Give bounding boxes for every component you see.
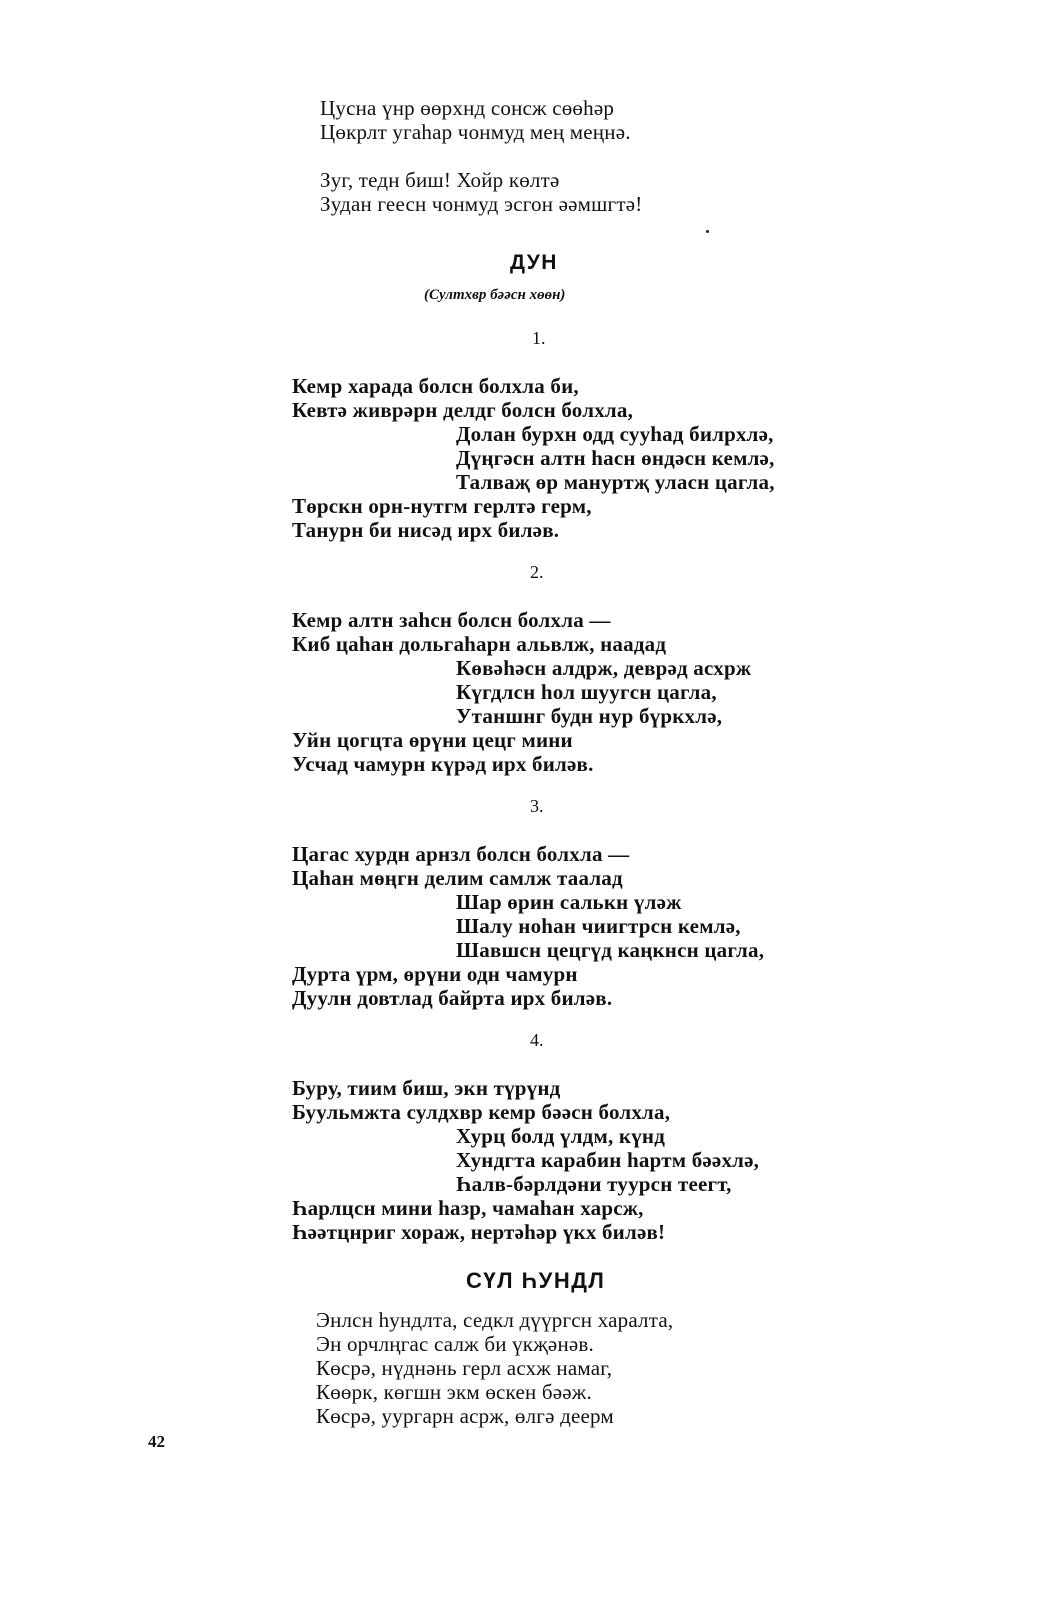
poem-subtitle: (Султхвр бәәсн хөөн) (424, 287, 566, 303)
stanza-number: 3. (530, 796, 544, 816)
verse-line: Көөрк, көгшн экм өскен бәәж. (316, 1380, 592, 1404)
ink-dot (706, 230, 709, 233)
verse-line: Танурн би нисәд ирх билəв. (292, 518, 560, 542)
verse-line: Кевтә живрәрн делдг болсн болхла, (292, 398, 634, 422)
verse-line: Шалу ноһан чиигтрсн кемлә, (456, 914, 741, 938)
verse-line: Көсрә, уургарн асрж, өлгә деерм (316, 1404, 614, 1428)
verse-line: Долан бурхн одд сууһад билрхлә, (456, 422, 774, 446)
verse-line: Киб цаһан дольгаһарн альвлж, наадад (292, 632, 667, 656)
verse-line: Буульмжта сулдхвр кемр бәәсн болхла, (292, 1100, 671, 1124)
poem-title: СҮЛ ҺУНДЛ (466, 1268, 606, 1293)
verse-line: Шар өрин салькн үләж (456, 890, 682, 914)
verse-line: Көвәһәсн алдрж, деврәд асхрж (456, 656, 752, 680)
page-number: 42 (148, 1432, 165, 1451)
verse-line: Дурта үрм, өрүни одн чамурн (292, 962, 578, 986)
stanza-number: 1. (532, 328, 546, 348)
verse-line: Хундгта карабин һартм бәәхлә, (456, 1148, 760, 1172)
verse-line: Көсрә, нүднәнь герл асхж намаг, (316, 1356, 613, 1380)
verse-line: Төрскн орн-нутгм герлтә герм, (292, 494, 592, 518)
verse-line: Утаншнг будн нур бүркхлә, (456, 704, 723, 728)
stanza-number: 4. (530, 1030, 544, 1050)
intro-line-2: Цөкрлт угаһар чонмуд мең меңнә. (320, 120, 631, 144)
verse-line: Шавшсн цецгүд каңкнсн цагла, (456, 938, 765, 962)
verse-line: Һалв-бәрлдәни туурсн теегт, (456, 1172, 732, 1196)
verse-line: Дуулн довтлад байрта ирх билəв. (292, 986, 613, 1010)
verse-line: Күгдлсн һол шуугсн цагла, (456, 680, 717, 704)
verse-line: Һәәтцнриг хораж, нертәһәр үкх билəв! (292, 1220, 666, 1244)
verse-line: Энлсн һундлта, седкл дүүргсн харалта, (316, 1308, 674, 1332)
stanza-number: 2. (530, 562, 544, 582)
verse-line: Хурц болд үлдм, күнд (456, 1124, 666, 1148)
poem-title: ДУН (510, 251, 558, 274)
verse-line: Уйн цогцта өрүни цецг мини (292, 728, 573, 752)
intro-line-4: Зудан геесн чонмуд эсгон әәмшгтә! (320, 192, 643, 216)
verse-line: Талваҗ өр мануртҗ уласн цагла, (456, 470, 775, 494)
intro-line-3: Зуг, тедн биш! Хойр көлтә (320, 168, 560, 192)
verse-line: Цагас хурдн арнзл болсн болхла — (292, 842, 630, 866)
verse-line: Һарлцсн мини һазр, чамаһан харсж, (292, 1196, 644, 1220)
verse-line: Цаһан мөңгн делим самлж таалад (292, 866, 623, 890)
verse-line: Буру, тиим биш, экн түрүнд (292, 1076, 561, 1100)
verse-line: Кемр харада болсн болхла би, (292, 374, 579, 398)
verse-line: Кемр алтн заһсн болсн болхла — (292, 608, 611, 632)
verse-line: Эн орчлңгас салж би үкҗәнәв. (316, 1332, 594, 1356)
intro-line-1: Цусна үнр өөрхнд сонсж сөөһәр (320, 96, 615, 120)
verse-line: Усчад чамурн күрәд ирх билəв. (292, 752, 594, 776)
verse-line: Дүңгәсн алтн һасн өндәсн кемлә, (456, 446, 775, 470)
